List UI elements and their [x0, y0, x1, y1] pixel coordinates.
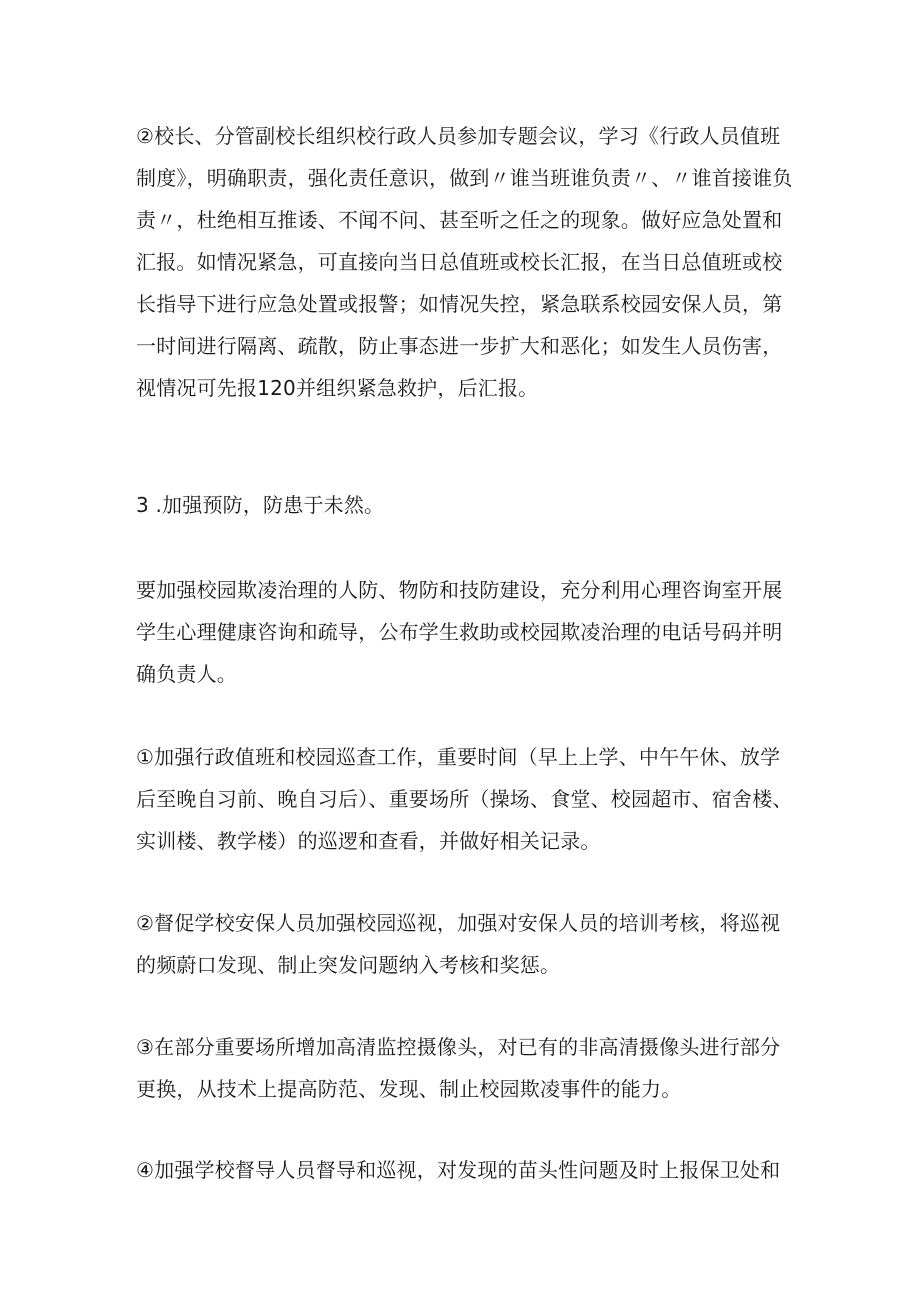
text-line: 确负责人。: [136, 662, 237, 686]
text-line: 的频蔚口发现、制止突发问题纳入考核和奖惩。: [136, 953, 561, 977]
text-line: 长指导下进行应急处置或报警；如情况失控，紧急联系校园安保人员，第: [136, 292, 783, 316]
section-heading-prevention: [136, 484, 796, 526]
paragraph-duty-responsibility: [136, 115, 796, 409]
text-line: ①加强行政值班和校园巡查工作，重要时间（早上上学、中午午休、放学: [136, 745, 781, 769]
text-line: 更换，从技术上提高防范、发现、制止校园欺凌事件的能力。: [136, 1077, 682, 1101]
text-line: ③在部分重要场所增加高清监控摄像头，对已有的非高清摄像头进行部分: [136, 1035, 781, 1059]
text-line: ②督促学校安保人员加强校园巡视，加强对安保人员的培训考核，将巡视: [136, 911, 781, 935]
text-line: 制度》，明确职责，强化责任意识，做到〃谁当班谁负责〃、〃谁首接谁负: [136, 166, 793, 190]
text-line: 要加强校园欺凌治理的人防、物防和技防建设，充分利用心理咨询室开展: [136, 578, 783, 602]
text-line: 汇报。如情况紧急，可直接向当日总值班或校长汇报，在当日总值班或校: [136, 250, 783, 274]
paragraph-prevention-intro: [136, 569, 796, 695]
text-line: 视情况可先报120并组织紧急救护，后汇报。: [136, 376, 539, 400]
text-line: 一时间进行隔离、疏散，防止事态进一步扩大和恶化；如发生人员伤害，: [136, 334, 783, 358]
text-line: ④加强学校督导人员督导和巡视，对发现的苗头性问题及时上报保卫处和: [136, 1158, 781, 1182]
text-line: 实训楼、教学楼）的巡逻和查看，并做好相关记录。: [136, 829, 601, 853]
paragraph-patrol: [136, 736, 796, 862]
paragraph-cameras: [136, 1026, 796, 1110]
text-line: 后至晚自习前、晚自习后）、重要场所（操场、食堂、校园超市、宿舍楼、: [136, 787, 793, 811]
text-line: ②校长、分管副校长组织校行政人员参加专题会议，学习《行政人员值班: [136, 124, 781, 148]
paragraph-supervision: [136, 1149, 796, 1191]
section-heading: 3 .加强预防，防患于未然。: [136, 493, 385, 517]
text-line: 学生心理健康咨询和疏导，公布学生救助或校园欺凌治理的电话号码并明: [136, 620, 783, 644]
paragraph-security-staff: [136, 902, 796, 986]
text-line: 责〃，杜绝相互推诿、不闻不问、甚至听之任之的现象。做好应急处置和: [136, 208, 783, 232]
